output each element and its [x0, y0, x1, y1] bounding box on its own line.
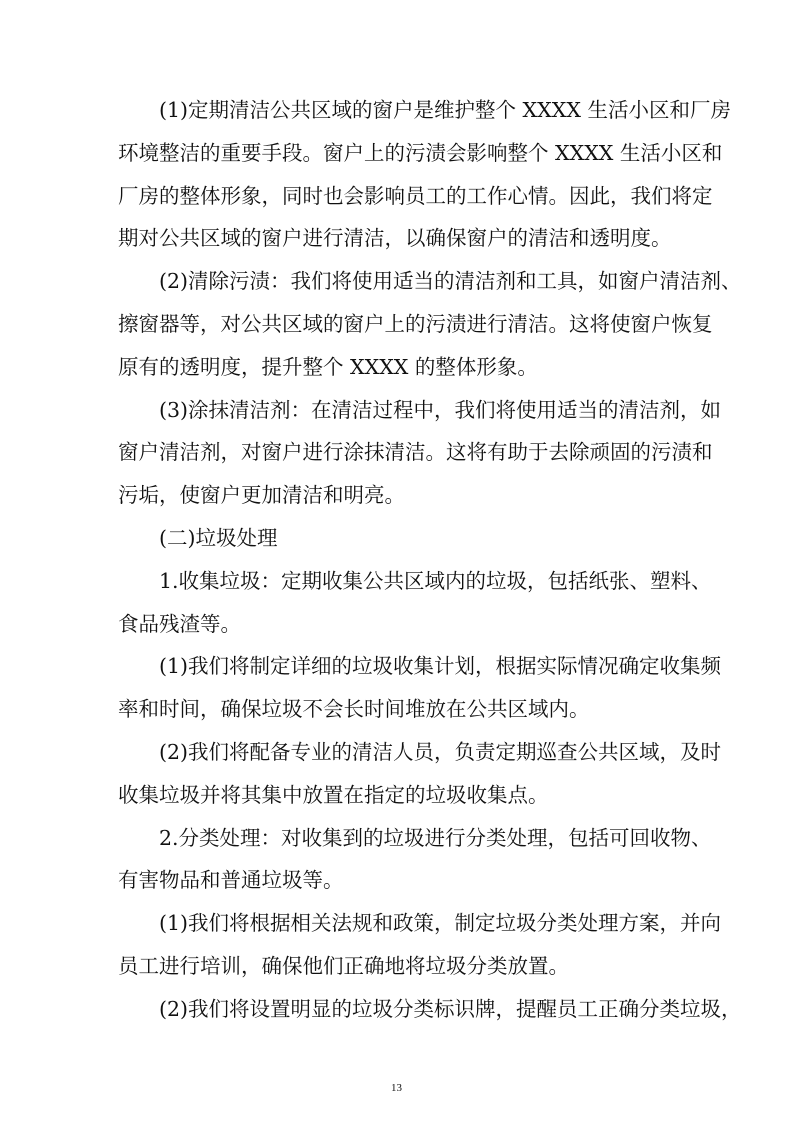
document-body [118, 89, 742, 1031]
text-line: 原有的透明度，提升整个 XXXX 的整体形象。 [118, 354, 538, 379]
text-line: (2)我们将配备专业的清洁人员，负责定期巡查公共区域，及时 [159, 739, 722, 764]
text-line: 1.收集垃圾：定期收集公共区域内的垃圾，包括纸张、塑料、 [159, 568, 712, 593]
paragraph [118, 645, 722, 731]
paragraph [118, 260, 742, 388]
text-line: 员工进行培训，确保他们正确地将垃圾分类放置。 [118, 953, 569, 978]
text-line: (3)涂抹清洁剂：在清洁过程中，我们将使用适当的清洁剂，如 [159, 397, 722, 422]
page-number: 13 [391, 1082, 402, 1094]
text-line: 期对公共区域的窗户进行清洁，以确保窗户的清洁和透明度。 [118, 226, 672, 251]
text-line: 厂房的整体形象，同时也会影响员工的工作心情。因此，我们将定 [118, 183, 713, 208]
text-line: (2)我们将设置明显的垃圾分类标识牌，提醒员工正确分类垃圾， [159, 996, 742, 1021]
paragraph [118, 89, 731, 260]
paragraph [118, 817, 712, 903]
text-line: 环境整洁的重要手段。窗户上的污渍会影响整个 XXXX 生活小区和 [118, 140, 723, 165]
text-line: (2)清除污渍：我们将使用适当的清洁剂和工具，如窗户清洁剂、 [159, 269, 742, 294]
text-line: 收集垃圾并将其集中放置在指定的垃圾收集点。 [118, 782, 549, 807]
text-line: (1)定期清洁公共区域的窗户是维护整个 XXXX 生活小区和厂房 [159, 98, 731, 122]
text-line: 有害物品和普通垃圾等。 [118, 868, 344, 893]
text-line: 污垢，使窗户更加清洁和明亮。 [118, 483, 405, 508]
text-line: 食品残渣等。 [118, 611, 241, 636]
paragraph [118, 731, 722, 817]
paragraph [118, 389, 722, 517]
text-line: (1)我们将根据相关法规和政策，制定垃圾分类处理方案，并向 [159, 911, 722, 936]
paragraph [118, 517, 674, 560]
text-line: 率和时间，确保垃圾不会长时间堆放在公共区域内。 [118, 697, 590, 722]
text-line: 2.分类处理：对收集到的垃圾进行分类处理，包括可回收物、 [159, 825, 712, 850]
text-line: (二)垃圾处理 [159, 525, 278, 550]
text-line: (1)我们将制定详细的垃圾收集计划，根据实际情况确定收集频 [159, 654, 722, 679]
paragraph [118, 560, 712, 646]
paragraph [118, 902, 722, 988]
paragraph [118, 988, 742, 1031]
text-line: 擦窗器等，对公共区域的窗户上的污渍进行清洁。这将使窗户恢复 [118, 311, 713, 336]
text-line: 窗户清洁剂，对窗户进行涂抹清洁。这将有助于去除顽固的污渍和 [118, 440, 713, 465]
